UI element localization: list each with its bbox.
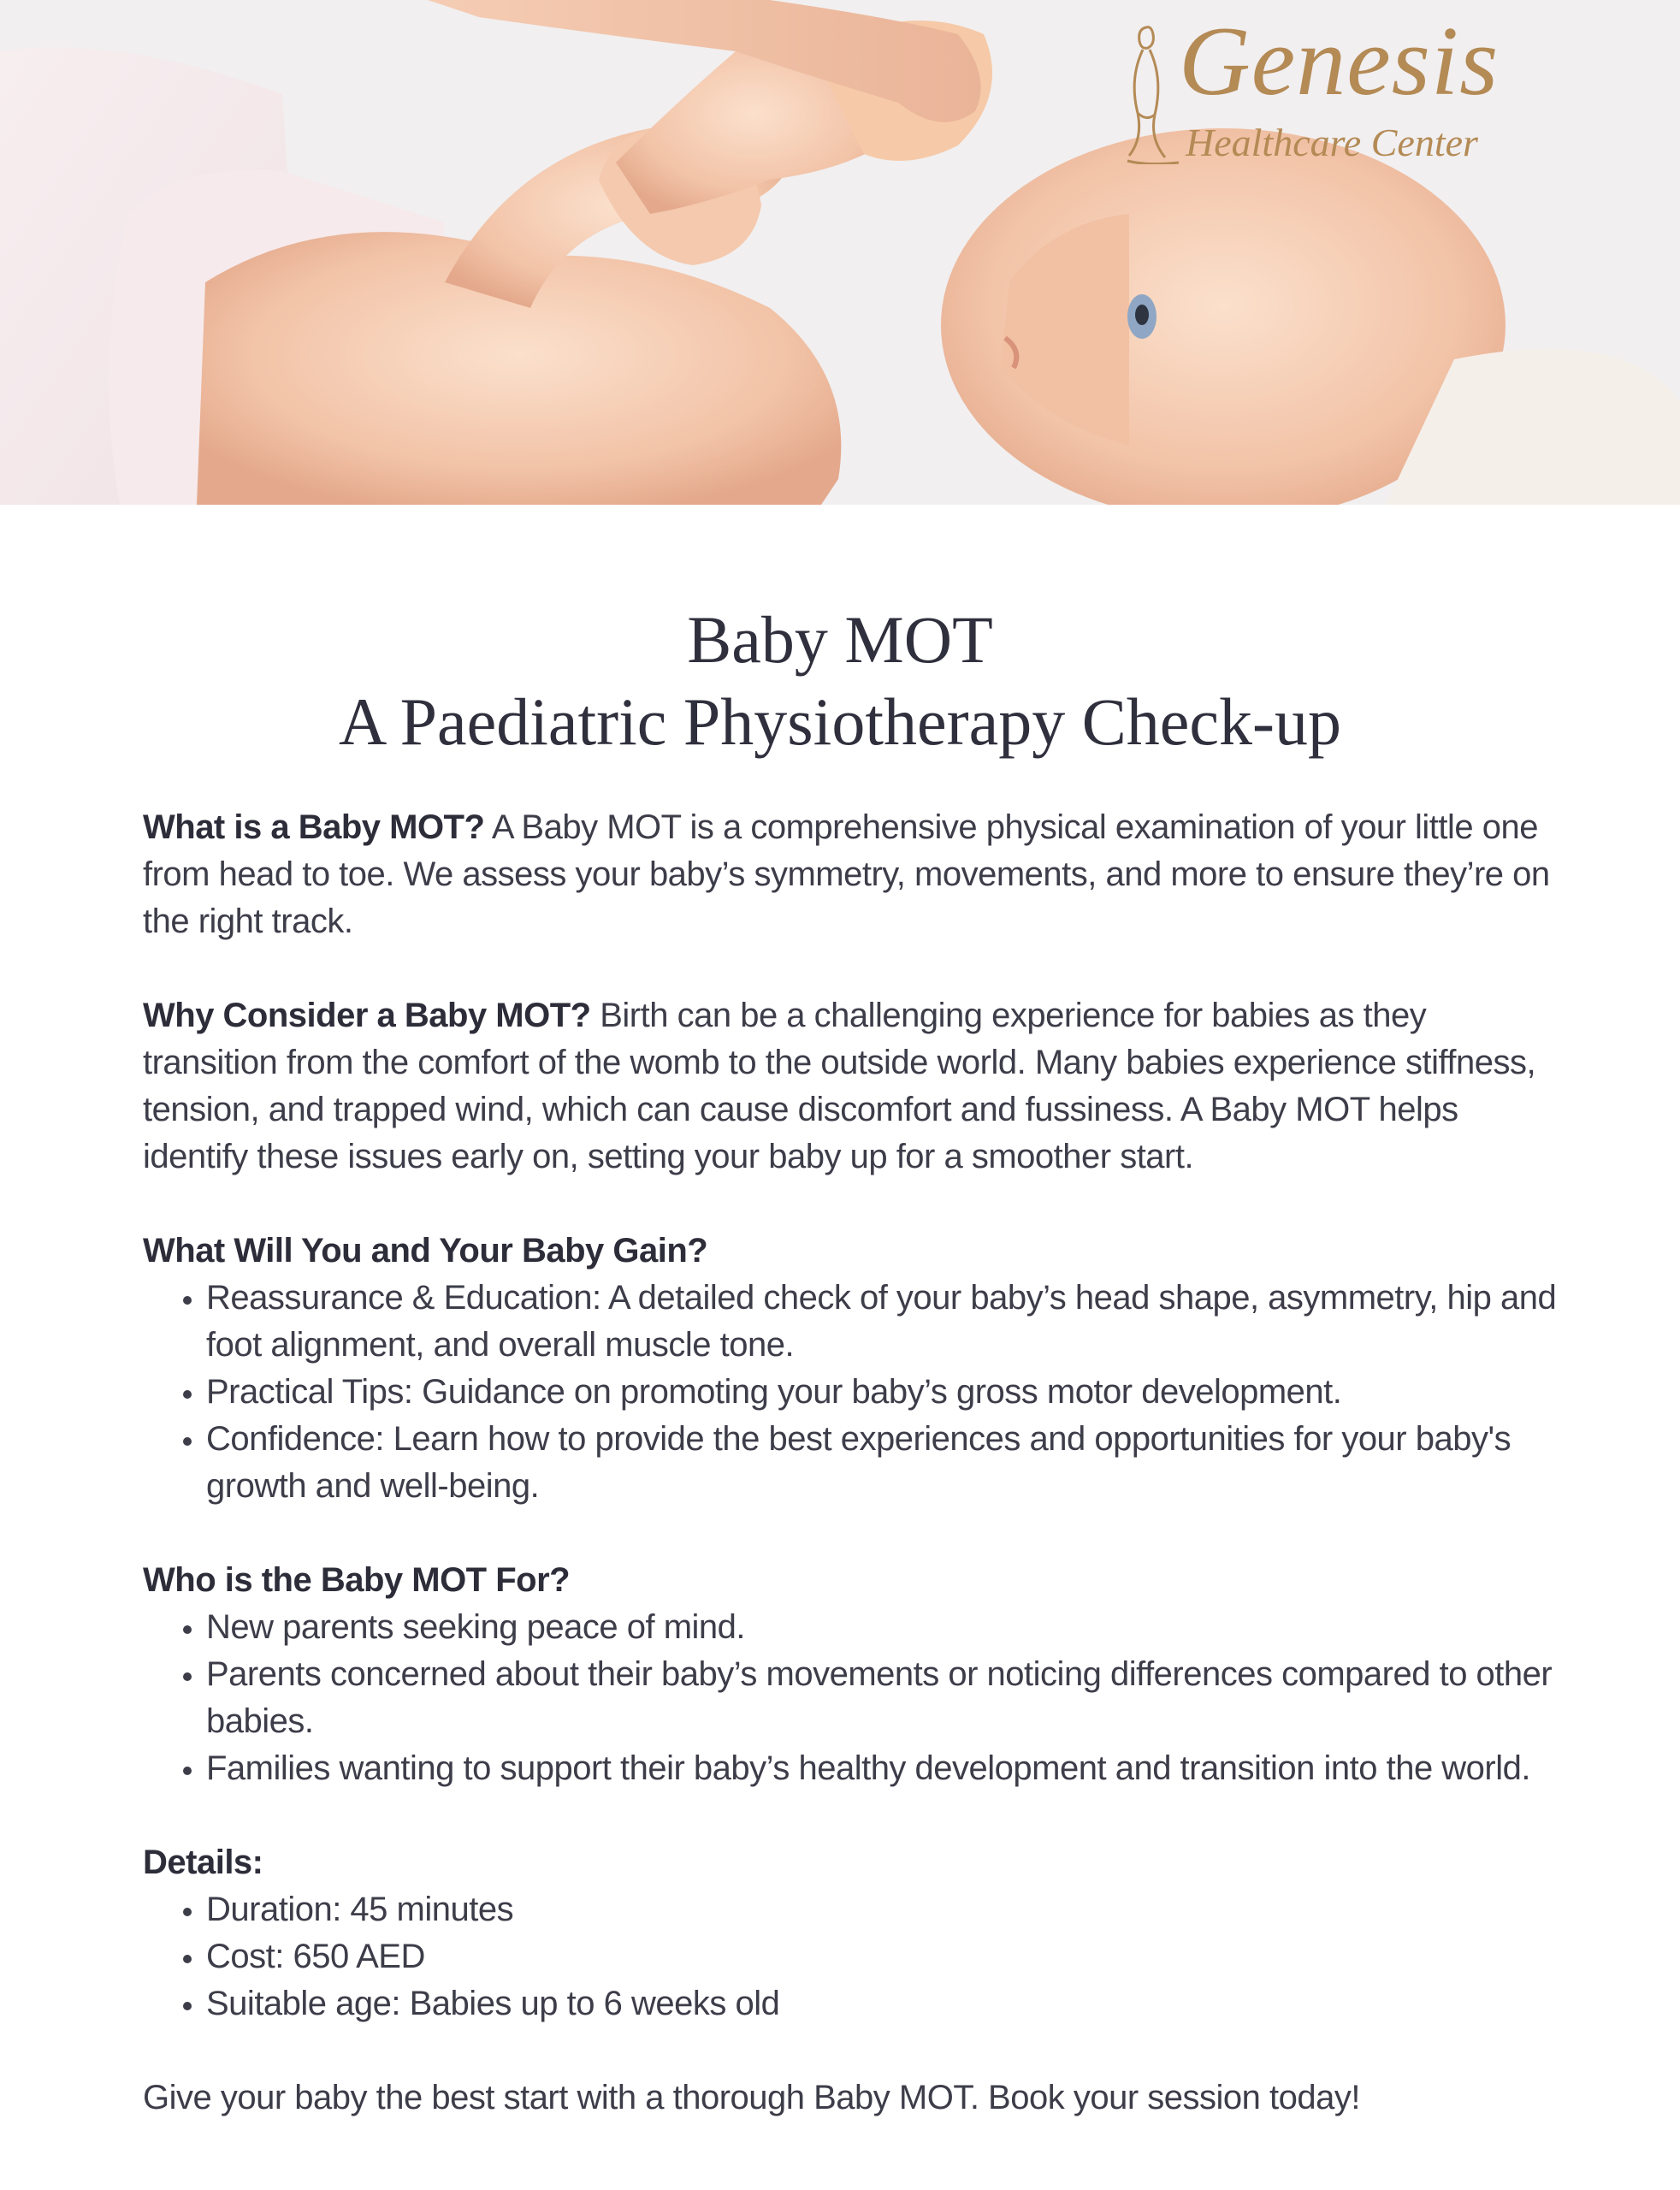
what-is-heading: What is a Baby MOT? [143, 808, 485, 846]
genesis-logo [1112, 7, 1523, 169]
logo-subtitle: Healthcare Center [1186, 121, 1478, 164]
list-item: • Families wanting to support their baby’s healthy development and transition into the world. [206, 1745, 1563, 1792]
page-title [0, 599, 1680, 763]
why-heading: Why Consider a Baby MOT? [143, 997, 591, 1034]
gain-heading: What Will You and Your Baby Gain? [143, 1232, 708, 1270]
who-heading: Who is the Baby MOT For? [143, 1561, 571, 1599]
who-list [143, 1604, 1563, 1792]
gain-list [143, 1275, 1563, 1510]
title-line-1: Baby MOT [687, 602, 993, 677]
what-is-paragraph [143, 804, 1563, 945]
list-item: • Cost: 650 AED [206, 1933, 1563, 1980]
list-item: • Duration: 45 minutes [206, 1886, 1563, 1933]
title-line-2: A Paediatric Physiotherapy Check-up [339, 684, 1341, 759]
details-list [143, 1886, 1563, 2027]
list-item: • Reassurance & Education: A detailed check of your baby’s head shape, asymmetry, hip and foot alignment, and overall muscle tone. [206, 1275, 1563, 1369]
hero-banner [0, 0, 1680, 505]
list-item: • Parents concerned about their baby’s movements or noticing differences compared to other babies. [206, 1651, 1563, 1745]
list-item: • Practical Tips: Guidance on promoting your baby’s gross motor development. [206, 1369, 1563, 1416]
logo-name: Genesis [1179, 7, 1500, 116]
why-paragraph [143, 992, 1563, 1181]
list-item: • Confidence: Learn how to provide the best experiences and opportunities for your baby's growth and well-being. [206, 1416, 1563, 1510]
what-is-text: A Baby MOT is a comprehensive physical examination of your little one from head to toe. We assess your baby’s symmetry, movements, and more to ensure they’re on the right track. [143, 808, 1550, 940]
list-item: • New parents seeking peace of mind. [206, 1604, 1563, 1651]
closing-text: Give your baby the best start with a thorough Baby MOT. Book your session today! [143, 2079, 1360, 2116]
list-item: • Suitable age: Babies up to 6 weeks old [206, 1980, 1563, 2027]
details-heading: Details: [143, 1844, 263, 1881]
logo-figure-icon [1112, 19, 1180, 164]
why-text: Birth can be a challenging experience for babies as they transition from the comfort of the womb to the outside world. Many babies experience stiffness, tension, and trapped wind, which can cause discomfort and fussiness. A Baby MOT helps identify these issues early on, setting your baby up for a smoother start. [143, 997, 1536, 1175]
document-body [143, 804, 1563, 2169]
